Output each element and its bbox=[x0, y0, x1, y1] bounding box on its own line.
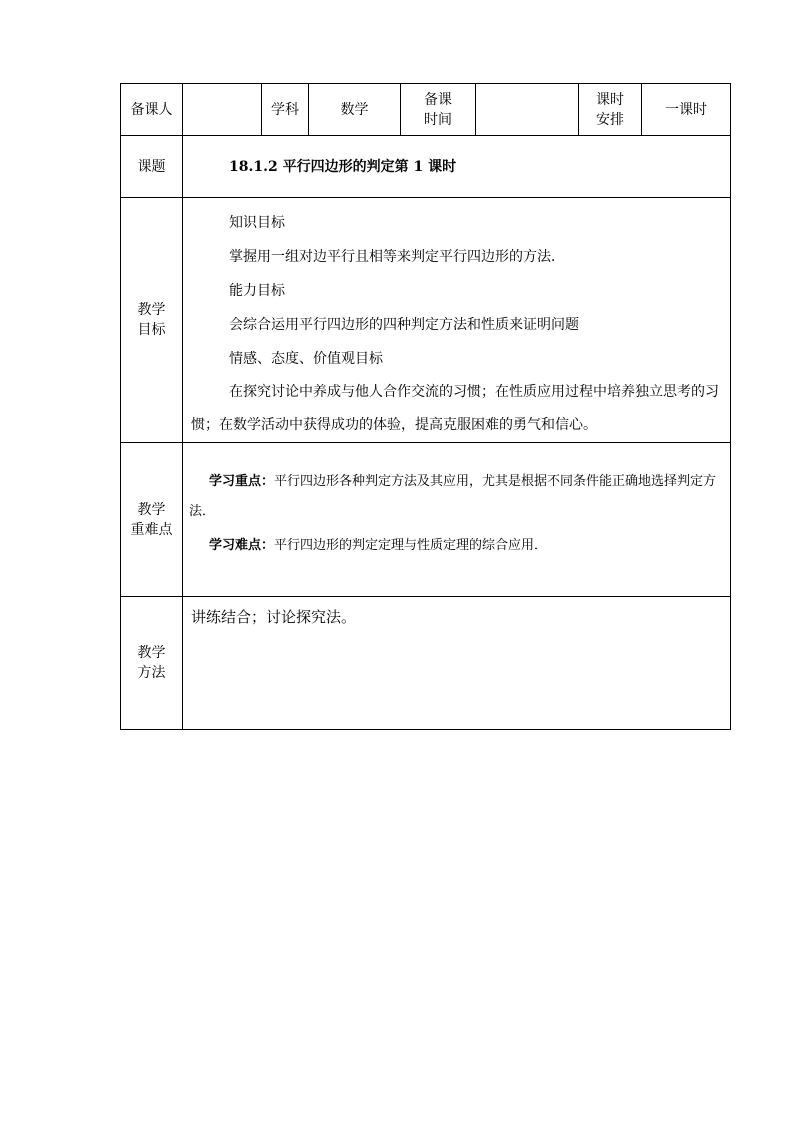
topic-value: 18.1.2 平行四边形的判定第 1 课时 bbox=[183, 136, 731, 198]
prep-time-value bbox=[476, 84, 579, 136]
ability-text: 会综合运用平行四边形的四种判定方法和性质来证明问题 bbox=[229, 317, 579, 333]
difficulty-label: 学习难点： bbox=[209, 538, 275, 553]
method-label-line2: 方法 bbox=[137, 665, 166, 681]
key-points-label-line1: 教学 bbox=[137, 501, 166, 518]
subject-value: 数学 bbox=[309, 84, 401, 136]
objectives-row bbox=[121, 198, 731, 443]
preparer-label: 备课人 bbox=[121, 84, 183, 136]
method-value: 讲练结合；讨论探究法。 bbox=[183, 597, 731, 730]
emotion-text: 在探究讨论中养成与他人合作交流的习惯；在性质应用过程中培养独立思考的习惯；在数学活动中获得成功的体验，提高克服困难的勇气和信心。 bbox=[191, 384, 719, 433]
schedule-value: 一课时 bbox=[642, 84, 731, 136]
difficulty-paragraph bbox=[189, 531, 724, 561]
objectives-label-line2: 目标 bbox=[137, 322, 166, 338]
schedule-label-line1: 课时 bbox=[596, 91, 624, 108]
method-label-line1: 教学 bbox=[137, 645, 166, 661]
focus-text: 平行四边形各种判定方法及其应用，尤其是根据不同条件能正确地选择判定方法． bbox=[189, 474, 717, 519]
schedule-label bbox=[579, 84, 642, 136]
lesson-plan-table bbox=[120, 83, 731, 730]
method-row bbox=[121, 597, 731, 730]
prep-time-label-line2: 时间 bbox=[424, 111, 452, 128]
topic-label: 课题 bbox=[121, 136, 183, 198]
preparer-value bbox=[183, 84, 262, 136]
objectives-label-line1: 教学 bbox=[137, 302, 166, 318]
knowledge-heading: 知识目标 bbox=[229, 215, 285, 231]
key-points-label-line2: 重难点 bbox=[130, 521, 173, 538]
knowledge-text: 掌握用一组对边平行且相等来判定平行四边形的方法． bbox=[229, 249, 565, 265]
subject-label: 学科 bbox=[262, 84, 309, 136]
key-points-content bbox=[183, 443, 731, 597]
difficulty-text: 平行四边形的判定定理与性质定理的综合应用． bbox=[274, 538, 548, 553]
focus-label: 学习重点： bbox=[209, 474, 275, 489]
header-row bbox=[121, 84, 731, 136]
method-label bbox=[121, 597, 183, 730]
ability-heading: 能力目标 bbox=[229, 283, 285, 299]
topic-row bbox=[121, 136, 731, 198]
prep-time-label-line1: 备课 bbox=[424, 91, 452, 108]
objectives-label bbox=[121, 198, 183, 443]
objectives-content bbox=[183, 198, 731, 443]
key-points-label bbox=[121, 443, 183, 597]
focus-paragraph bbox=[189, 467, 724, 527]
emotion-heading: 情感、态度、价值观目标 bbox=[229, 351, 383, 367]
key-points-row bbox=[121, 443, 731, 597]
schedule-label-line2: 安排 bbox=[596, 111, 624, 128]
prep-time-label bbox=[401, 84, 476, 136]
